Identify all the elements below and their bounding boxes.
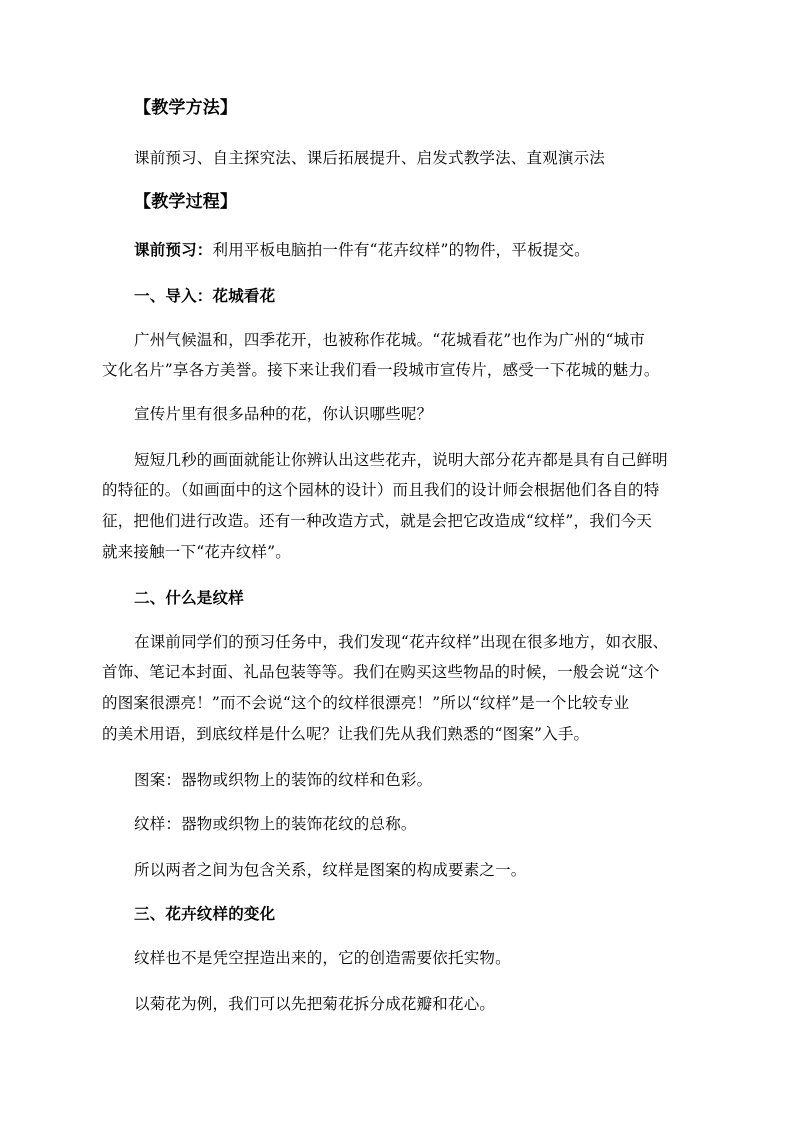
paragraph-line: 的美术用语，到底纹样是什么呢？让我们先从我们熟悉的“图案”入手。: [102, 725, 590, 743]
paragraph-line: 首饰、笔记本封面、礼品包装等等。我们在购买这些物品的时候，一般会说“这个: [102, 663, 660, 681]
heading-teaching-process: 【教学过程】: [134, 192, 238, 212]
preview-paragraph: [134, 240, 590, 260]
methods-text: 课前预习、自主探究法、课后拓展提升、启发式教学法、直观演示法: [134, 149, 606, 167]
paragraph-line: 短短几秒的画面就能让你辨认出这些花卉，说明大部分花卉都是具有自己鲜明: [134, 451, 668, 469]
paragraph-line: 图案：器物或织物上的装饰的纹样和色彩。: [134, 771, 433, 789]
paragraph-line: 纹样也不是凭空捏造出来的，它的创造需要依托实物。: [134, 949, 511, 967]
paragraph-line: 在课前同学们的预习任务中，我们发现“花卉纹样”出现在很多地方，如衣服、: [134, 633, 669, 651]
paragraph-line: 广州气候温和，四季花开，也被称作花城。“花城看花”也作为广州的“城市: [134, 331, 646, 349]
paragraph-line: 就来接触一下“花卉纹样”。: [102, 543, 291, 561]
paragraph-line: 的特征的。（如画面中的这个园林的设计）而且我们的设计师会根据他们各自的特: [102, 481, 660, 499]
preview-text: 利用平板电脑拍一件有“花卉纹样”的物件，平板提交。: [212, 241, 590, 259]
section-title-what-is-pattern: 二、什么是纹样: [134, 588, 244, 607]
paragraph-line: 宣传片里有很多品种的花，你认识哪些呢？: [134, 405, 433, 423]
section-title-intro: 一、导入：花城看花: [134, 286, 276, 305]
paragraph-line: 纹样：器物或织物上的装饰花纹的总称。: [134, 815, 417, 833]
paragraph-line: 所以两者之间为包含关系，纹样是图案的构成要素之一。: [134, 861, 527, 879]
section-title-pattern-changes: 三、花卉纹样的变化: [134, 904, 276, 923]
paragraph-line: 以菊花为例，我们可以先把菊花拆分成花瓣和花心。: [134, 995, 496, 1013]
preview-label: 课前预习：: [134, 240, 213, 259]
paragraph-line: 文化名片”享各方美誉。接下来让我们看一段城市宣传片，感受一下花城的魅力。: [102, 361, 660, 379]
paragraph-line: 征，把他们进行改造。还有一种改造方式，就是会把它改造成“纹样”，我们今天: [102, 512, 653, 530]
paragraph-line: 的图案很漂亮！”而不会说“这个的纹样很漂亮！”所以“纹样”是一个比较专业: [102, 694, 630, 712]
heading-teaching-methods: 【教学方法】: [134, 98, 238, 118]
